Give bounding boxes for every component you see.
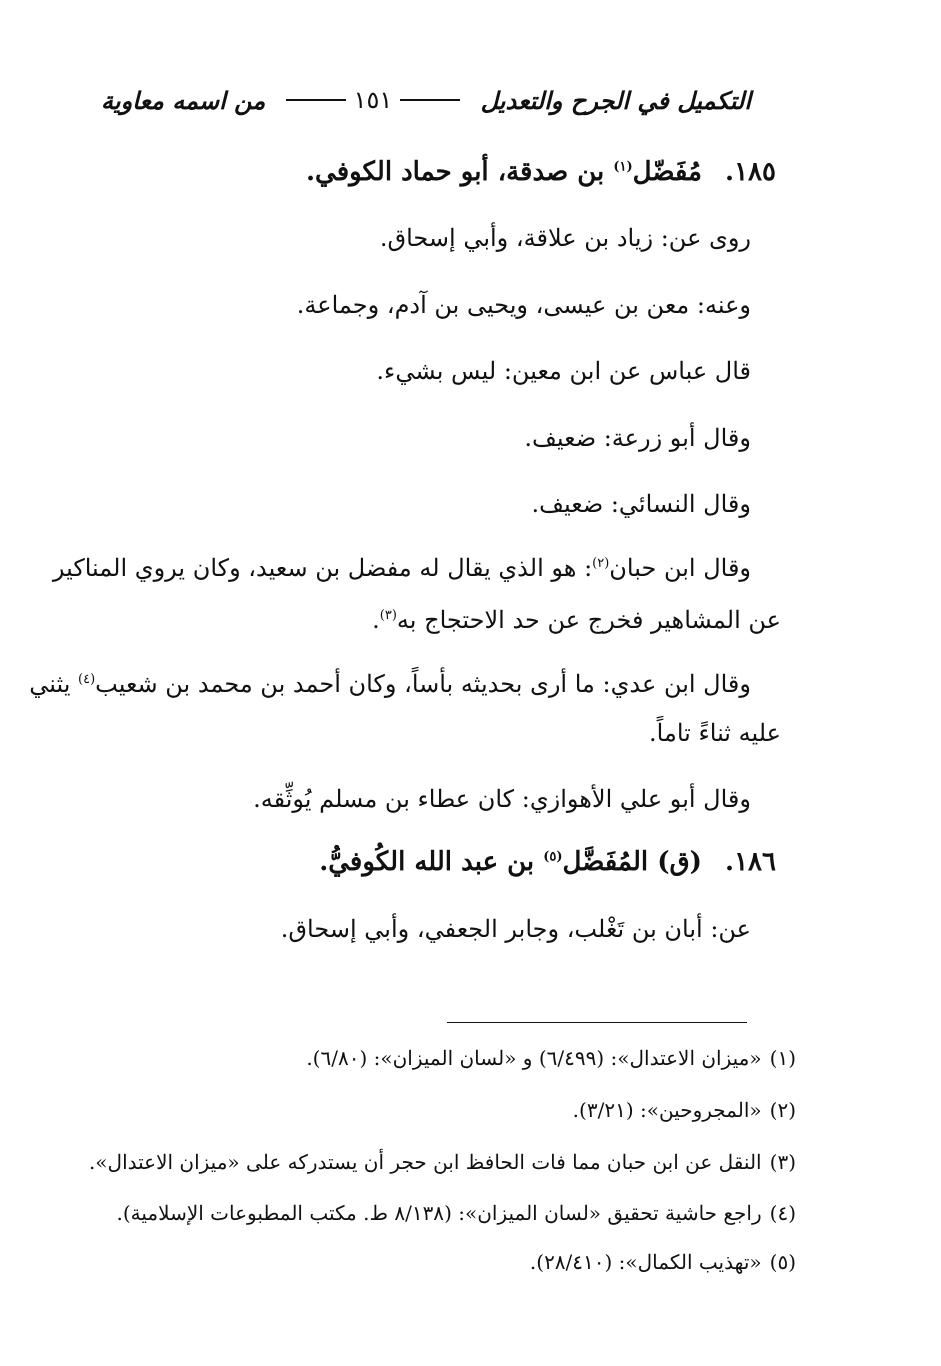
section-title: من اسمه معاوية — [101, 85, 266, 115]
entry-name-rest: بن صدقة، أبو حماد الكوفي. — [305, 157, 605, 187]
footnote-ref: (٤) — [78, 672, 96, 687]
footnote-2: (٢)«المجروحين»: (٣/٢١). — [572, 1098, 796, 1122]
footnote-ref: (٣) — [379, 608, 397, 623]
entry-prefix: (ق) — [657, 847, 702, 877]
text-line: وقال أبو زرعة: ضعيف. — [524, 424, 751, 452]
header-rule — [400, 99, 460, 101]
entry-number: ١٨٥. — [725, 157, 776, 187]
text-line: عن المشاهير فخرج عن حد الاحتجاج به$^{(٣)}$. — [372, 606, 781, 634]
footnote-3: (٣)النقل عن ابن حبان مما فات الحافظ ابن حجر أن يستدركه على «ميزان الاعتدال». — [88, 1150, 796, 1174]
text-line-ibn-adi: وقال ابن عدي: ما أرى بحديثه بأساً، وكان أحمد بن محمد بن شعيب$^{(٤)}$ يثني — [29, 670, 751, 698]
text-line: عن: أبان بن تَغْلب، وجابر الجعفي، وأبي إسحاق. — [280, 915, 751, 943]
footnote-4: (٤)راجع حاشية تحقيق «لسان الميزان»: (٨/١٣٨ ط. مكتب المطبوعات الإسلامية). — [116, 1201, 796, 1225]
footnote-5: (٥)«تهذيب الكمال»: (٢٨/٤١٠). — [529, 1250, 796, 1274]
header-rule — [286, 99, 346, 101]
text-line: وعنه: معن بن عيسى، ويحيى بن آدم، وجماعة. — [296, 291, 751, 319]
footnote-ref: (٢) — [592, 556, 610, 571]
footnote-ref: (٥) — [543, 849, 563, 865]
page-number: ١٥١ — [353, 86, 393, 114]
footnote-ref: (١) — [613, 159, 633, 175]
entry-heading-185 — [306, 152, 776, 192]
footnote-1: (١)«ميزان الاعتدال»: (٦/٤٩٩) و «لسان الميزان»: (٦/٨٠). — [306, 1046, 796, 1070]
entry-name-rest: بن عبد الله الكُوفيُّ. — [319, 847, 535, 877]
entry-number: ١٨٦. — [725, 847, 776, 877]
text-line: قال عباس عن ابن معين: ليس بشيء. — [376, 357, 751, 385]
text-line-ibn-hibban: وقال ابن حبان$^{(٢)}$: هو الذي يقال له مفضل بن سعيد، وكان يروي المناكير — [52, 554, 751, 582]
text-line: وقال النسائي: ضعيف. — [531, 490, 751, 518]
text-line: وقال أبو علي الأهوازي: كان عطاء بن مسلم يُوثِّقه. — [253, 785, 751, 813]
entry-name: مُفَضّل — [632, 157, 702, 187]
text-line: عليه ثناءً تاماً. — [649, 719, 781, 747]
footnote-separator — [447, 1022, 747, 1023]
book-title: التكميل في الجرح والتعديل — [480, 85, 751, 115]
entry-name: المُفَضَّل — [562, 847, 649, 877]
text-line: روى عن: زياد بن علاقة، وأبي إسحاق. — [379, 224, 751, 252]
running-head — [101, 80, 751, 120]
entry-heading-186 — [319, 842, 776, 882]
